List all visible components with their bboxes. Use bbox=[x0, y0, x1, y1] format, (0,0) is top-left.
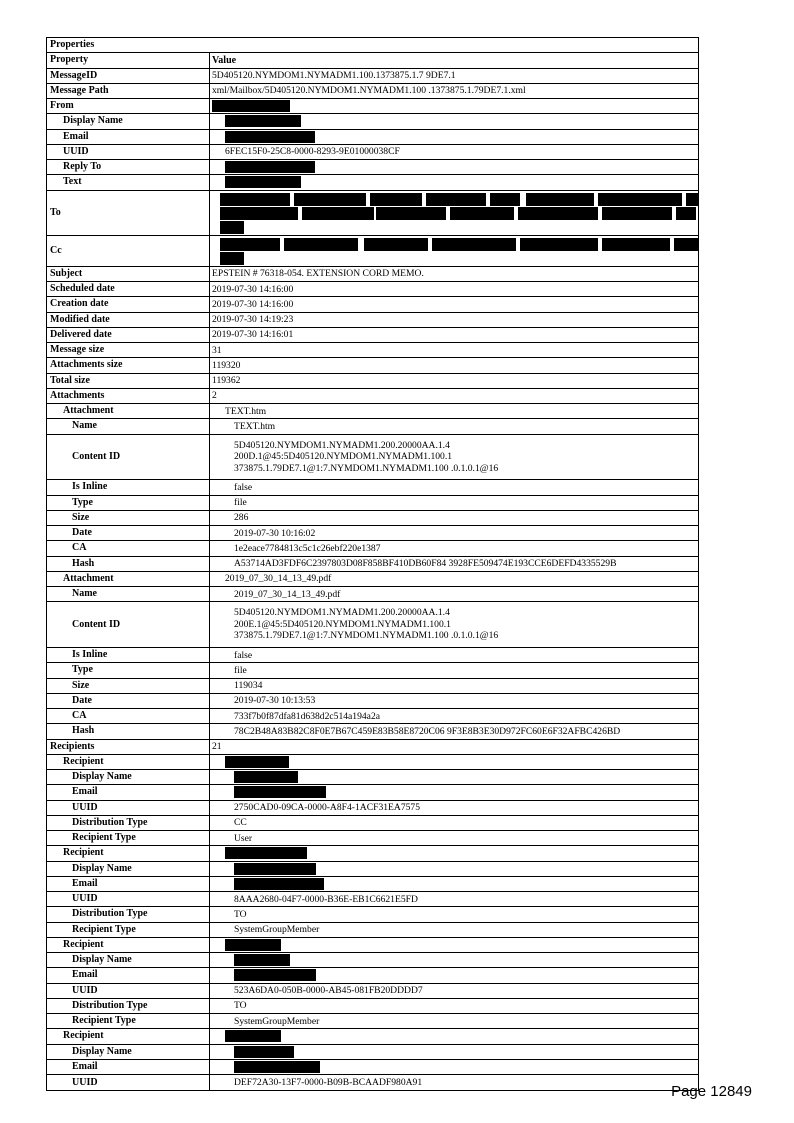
redaction-block bbox=[220, 193, 290, 206]
property-label: MessageID bbox=[47, 69, 210, 83]
redaction-block bbox=[234, 954, 290, 966]
property-label: Delivered date bbox=[47, 328, 210, 342]
property-label: Attachment bbox=[47, 404, 210, 418]
table-row bbox=[47, 99, 698, 114]
property-label: Email bbox=[47, 785, 210, 799]
property-label: Attachments size bbox=[47, 358, 210, 372]
property-value: false bbox=[234, 649, 253, 661]
property-value bbox=[210, 846, 698, 860]
property-label: UUID bbox=[47, 145, 210, 159]
table-row bbox=[47, 358, 698, 373]
property-value: EPSTEIN # 76318-054. EXTENSION CORD MEMO. bbox=[212, 268, 424, 280]
table-row bbox=[47, 404, 698, 419]
table-row bbox=[47, 953, 698, 968]
redaction-block bbox=[225, 1030, 281, 1042]
table-row bbox=[47, 602, 698, 648]
property-label: Reply To bbox=[47, 160, 210, 174]
property-label: Scheduled date bbox=[47, 282, 210, 296]
table-row bbox=[47, 1045, 698, 1060]
table-row bbox=[47, 1029, 698, 1044]
redaction-block bbox=[234, 1046, 294, 1058]
table-row bbox=[47, 724, 698, 739]
content-id-line: 5D405120.NYMDOM1.NYMADM1.200.20000AA.1.4 bbox=[234, 607, 450, 619]
table-row bbox=[47, 968, 698, 983]
table-row bbox=[47, 999, 698, 1014]
property-value: 119034 bbox=[234, 680, 263, 692]
property-value: 2019-07-30 14:16:00 bbox=[212, 298, 294, 310]
redaction-block bbox=[598, 193, 682, 206]
property-value: 1e2eace7784813c5c1c26ebf220e1387 bbox=[234, 542, 381, 554]
property-value: DEF72A30-13F7-0000-B09B-BCAADF980A91 bbox=[234, 1077, 423, 1089]
property-label: To bbox=[47, 191, 210, 236]
property-value: 8AAA2680-04F7-0000-B36E-EB1C6621E5FD bbox=[234, 893, 418, 905]
property-value: 119362 bbox=[212, 375, 241, 387]
property-value: TEXT.htm bbox=[225, 405, 267, 417]
property-label: Creation date bbox=[47, 297, 210, 311]
table-row bbox=[47, 145, 698, 160]
redacted-recipient-list bbox=[210, 191, 698, 236]
table-row bbox=[47, 663, 698, 678]
table-row bbox=[47, 755, 698, 770]
property-value bbox=[210, 114, 698, 128]
property-value bbox=[210, 175, 698, 189]
table-row bbox=[47, 191, 698, 237]
page-number: Page 12849 bbox=[671, 1083, 752, 1100]
redaction-block bbox=[450, 207, 514, 220]
property-value bbox=[210, 877, 698, 891]
table-row bbox=[47, 526, 698, 541]
table-row bbox=[47, 877, 698, 892]
table-row bbox=[47, 84, 698, 99]
property-label: Recipient Type bbox=[47, 1014, 210, 1028]
property-label: From bbox=[47, 99, 210, 113]
property-value bbox=[210, 938, 698, 952]
table-row bbox=[47, 557, 698, 572]
property-label: Size bbox=[47, 679, 210, 693]
property-value bbox=[210, 435, 698, 480]
property-value: 2019-07-30 10:13:53 bbox=[234, 695, 316, 707]
table-row bbox=[47, 541, 698, 556]
property-label: Date bbox=[47, 526, 210, 540]
redaction-block bbox=[370, 193, 422, 206]
property-label: Is Inline bbox=[47, 648, 210, 662]
table-row bbox=[47, 1060, 698, 1075]
table-row bbox=[47, 236, 698, 267]
redaction-block bbox=[225, 131, 315, 143]
property-label: Attachments bbox=[47, 389, 210, 403]
table-row bbox=[47, 511, 698, 526]
property-label: Size bbox=[47, 511, 210, 525]
redaction-block bbox=[526, 193, 594, 206]
property-value: 119320 bbox=[212, 359, 241, 371]
property-label: UUID bbox=[47, 892, 210, 906]
property-value bbox=[210, 968, 698, 982]
property-label: Display Name bbox=[47, 770, 210, 784]
table-row bbox=[47, 282, 698, 297]
redaction-block bbox=[432, 238, 516, 251]
property-value bbox=[210, 770, 698, 784]
property-label: Is Inline bbox=[47, 480, 210, 494]
property-label: Type bbox=[47, 663, 210, 677]
redaction-block bbox=[284, 238, 358, 251]
property-label: Recipient Type bbox=[47, 923, 210, 937]
property-label: Distribution Type bbox=[47, 816, 210, 830]
table-row bbox=[47, 297, 698, 312]
property-value: A53714AD3FDF6C2397803D08F858BF410DB60F84 3928FE509474E193CCE6DEFD4335529B bbox=[234, 558, 617, 570]
content-id-line: 373875.1.79DE7.1@1:7.NYMDOM1.NYMADM1.100 .0.1.0.1@16 bbox=[234, 630, 499, 642]
redaction-block bbox=[426, 193, 486, 206]
property-value: TO bbox=[234, 1000, 247, 1012]
redaction-block bbox=[602, 238, 670, 251]
table-row bbox=[47, 160, 698, 175]
property-label: Recipient bbox=[47, 1029, 210, 1043]
redaction-block bbox=[520, 238, 598, 251]
property-value bbox=[210, 953, 698, 967]
property-label: Subject bbox=[47, 267, 210, 281]
redaction-block bbox=[602, 207, 672, 220]
property-label: Modified date bbox=[47, 313, 210, 327]
redaction-block bbox=[674, 238, 698, 251]
property-label: Hash bbox=[47, 724, 210, 738]
header-value: Value bbox=[212, 54, 237, 66]
property-value: 78C2B48A83B82C8F0E7B67C459E83B58E8720C06 9F3E8B3E30D972FC60E6F32AFBC426BD bbox=[234, 725, 621, 737]
property-label: Email bbox=[47, 968, 210, 982]
table-row bbox=[47, 572, 698, 587]
property-value bbox=[210, 755, 698, 769]
property-value: SystemGroupMember bbox=[234, 1015, 320, 1027]
table-row bbox=[47, 816, 698, 831]
property-label: Total size bbox=[47, 374, 210, 388]
property-value: SystemGroupMember bbox=[234, 924, 320, 936]
property-value: CC bbox=[234, 817, 247, 829]
property-value: 5D405120.NYMDOM1.NYMADM1.100.1373875.1.7 9DE7.1 bbox=[212, 70, 456, 82]
redaction-block bbox=[234, 878, 324, 890]
property-value: 2019-07-30 14:16:00 bbox=[212, 283, 294, 295]
table-row bbox=[47, 785, 698, 800]
table-row bbox=[47, 801, 698, 816]
property-label: Text bbox=[47, 175, 210, 189]
property-label: UUID bbox=[47, 1075, 210, 1090]
table-row bbox=[47, 267, 698, 282]
property-label: Display Name bbox=[47, 953, 210, 967]
property-label: Recipient bbox=[47, 938, 210, 952]
table-row bbox=[47, 496, 698, 511]
property-label: Display Name bbox=[47, 1045, 210, 1059]
redaction-block bbox=[225, 939, 281, 951]
property-value: 286 bbox=[234, 512, 249, 524]
property-value: 31 bbox=[212, 344, 222, 356]
redaction-block bbox=[212, 100, 290, 112]
table-row bbox=[47, 694, 698, 709]
redaction-block bbox=[302, 207, 374, 220]
redaction-block bbox=[518, 207, 598, 220]
property-value bbox=[210, 1029, 698, 1043]
property-value bbox=[210, 785, 698, 799]
table-row bbox=[47, 175, 698, 190]
property-value: 21 bbox=[212, 741, 222, 753]
property-label: Hash bbox=[47, 557, 210, 571]
redaction-block bbox=[220, 252, 244, 265]
content-id-line: 200E.1@45:5D405120.NYMDOM1.NYMADM1.100.1 bbox=[234, 618, 451, 630]
property-label: Display Name bbox=[47, 114, 210, 128]
property-label: CA bbox=[47, 709, 210, 723]
property-value: 2 bbox=[212, 390, 217, 402]
table-row bbox=[47, 389, 698, 404]
property-value: 523A6DA0-050B-0000-AB45-081FB20DDDD7 bbox=[234, 985, 423, 997]
table-row bbox=[47, 831, 698, 846]
property-value: file bbox=[234, 497, 247, 509]
redaction-block bbox=[220, 221, 244, 234]
property-value: false bbox=[234, 481, 253, 493]
content-id-line: 5D405120.NYMDOM1.NYMADM1.200.20000AA.1.4 bbox=[234, 439, 450, 451]
table-row bbox=[47, 984, 698, 999]
property-value: TEXT.htm bbox=[234, 420, 276, 432]
table-row bbox=[47, 770, 698, 785]
redaction-block bbox=[676, 207, 696, 220]
property-label: Email bbox=[47, 877, 210, 891]
property-label: Recipients bbox=[47, 740, 210, 754]
redacted-recipient-list bbox=[210, 236, 698, 266]
table-title-row bbox=[47, 38, 698, 53]
redaction-block bbox=[220, 238, 280, 251]
property-label: Content ID bbox=[47, 602, 210, 647]
redaction-block bbox=[234, 1061, 320, 1073]
property-value bbox=[210, 1045, 698, 1059]
table-row bbox=[47, 846, 698, 861]
property-value: 2019_07_30_14_13_49.pdf bbox=[225, 573, 332, 585]
property-label: Recipient bbox=[47, 846, 210, 860]
redaction-block bbox=[376, 207, 446, 220]
redaction-block bbox=[686, 193, 698, 206]
table-row bbox=[47, 740, 698, 755]
redaction-block bbox=[234, 969, 316, 981]
table-row bbox=[47, 709, 698, 724]
property-label: UUID bbox=[47, 801, 210, 815]
table-row bbox=[47, 1075, 698, 1090]
property-label: Type bbox=[47, 496, 210, 510]
property-label: Email bbox=[47, 130, 210, 144]
property-value bbox=[210, 130, 698, 144]
table-row bbox=[47, 343, 698, 358]
redaction-block bbox=[234, 771, 298, 783]
property-label: UUID bbox=[47, 984, 210, 998]
property-value: 733f7b0f87dfa81d638d2c514a194a2a bbox=[234, 710, 381, 722]
property-label: Name bbox=[47, 587, 210, 601]
property-label: Cc bbox=[47, 236, 210, 266]
property-label: Distribution Type bbox=[47, 999, 210, 1013]
table-row bbox=[47, 648, 698, 663]
property-label: Display Name bbox=[47, 862, 210, 876]
property-value: 6FEC15F0-25C8-0000-8293-9E01000038CF bbox=[225, 146, 400, 158]
property-value: file bbox=[234, 664, 247, 676]
table-title: Properties bbox=[50, 39, 95, 50]
property-value: 2019-07-30 14:16:01 bbox=[212, 329, 294, 341]
table-row bbox=[47, 938, 698, 953]
property-value: TO bbox=[234, 908, 247, 920]
table-body bbox=[47, 69, 698, 1091]
table-row bbox=[47, 587, 698, 602]
redaction-block bbox=[225, 115, 301, 127]
property-label: CA bbox=[47, 541, 210, 555]
redaction-block bbox=[225, 756, 289, 768]
table-row bbox=[47, 328, 698, 343]
table-row bbox=[47, 907, 698, 922]
table-row bbox=[47, 374, 698, 389]
property-value: User bbox=[234, 832, 253, 844]
redaction-block bbox=[225, 161, 315, 173]
redaction-block bbox=[220, 207, 298, 220]
table-row bbox=[47, 130, 698, 145]
property-value bbox=[210, 862, 698, 876]
table-row bbox=[47, 419, 698, 434]
redaction-block bbox=[294, 193, 366, 206]
table-row bbox=[47, 435, 698, 481]
property-label: Name bbox=[47, 419, 210, 433]
property-value bbox=[210, 1060, 698, 1074]
header-property: Property bbox=[47, 53, 210, 67]
property-value bbox=[210, 160, 698, 174]
table-row bbox=[47, 69, 698, 84]
property-label: Message Path bbox=[47, 84, 210, 98]
property-label: Distribution Type bbox=[47, 907, 210, 921]
table-row bbox=[47, 313, 698, 328]
property-value: 2750CAD0-09CA-0000-A8F4-1ACF31EA7575 bbox=[234, 802, 421, 814]
table-row bbox=[47, 1014, 698, 1029]
redaction-block bbox=[364, 238, 428, 251]
table-row bbox=[47, 480, 698, 495]
property-value bbox=[210, 99, 698, 113]
property-value: 2019_07_30_14_13_49.pdf bbox=[234, 588, 341, 600]
redaction-block bbox=[225, 176, 301, 188]
property-label: Date bbox=[47, 694, 210, 708]
redaction-block bbox=[234, 863, 316, 875]
table-row bbox=[47, 679, 698, 694]
table-row bbox=[47, 862, 698, 877]
property-value: 2019-07-30 10:16:02 bbox=[234, 527, 316, 539]
table-row bbox=[47, 114, 698, 129]
property-label: Recipient bbox=[47, 755, 210, 769]
redaction-block bbox=[490, 193, 520, 206]
property-value: 2019-07-30 14:19:23 bbox=[212, 314, 294, 326]
table-row bbox=[47, 923, 698, 938]
property-label: Content ID bbox=[47, 435, 210, 480]
table-header-row bbox=[47, 53, 698, 68]
property-label: Message size bbox=[47, 343, 210, 357]
table-row bbox=[47, 892, 698, 907]
property-value: xml/Mailbox/5D405120.NYMDOM1.NYMADM1.100 .1373875.1.79DE7.1.xml bbox=[212, 85, 526, 97]
redaction-block bbox=[225, 847, 307, 859]
redaction-block bbox=[234, 786, 326, 798]
property-value bbox=[210, 602, 698, 647]
content-id-line: 373875.1.79DE7.1@1:7.NYMDOM1.NYMADM1.100 .0.1.0.1@16 bbox=[234, 462, 499, 474]
content-id-line: 200D.1@45:5D405120.NYMDOM1.NYMADM1.100.1 bbox=[234, 451, 453, 463]
property-label: Attachment bbox=[47, 572, 210, 586]
property-label: Recipient Type bbox=[47, 831, 210, 845]
property-label: Email bbox=[47, 1060, 210, 1074]
properties-table bbox=[46, 37, 699, 1091]
